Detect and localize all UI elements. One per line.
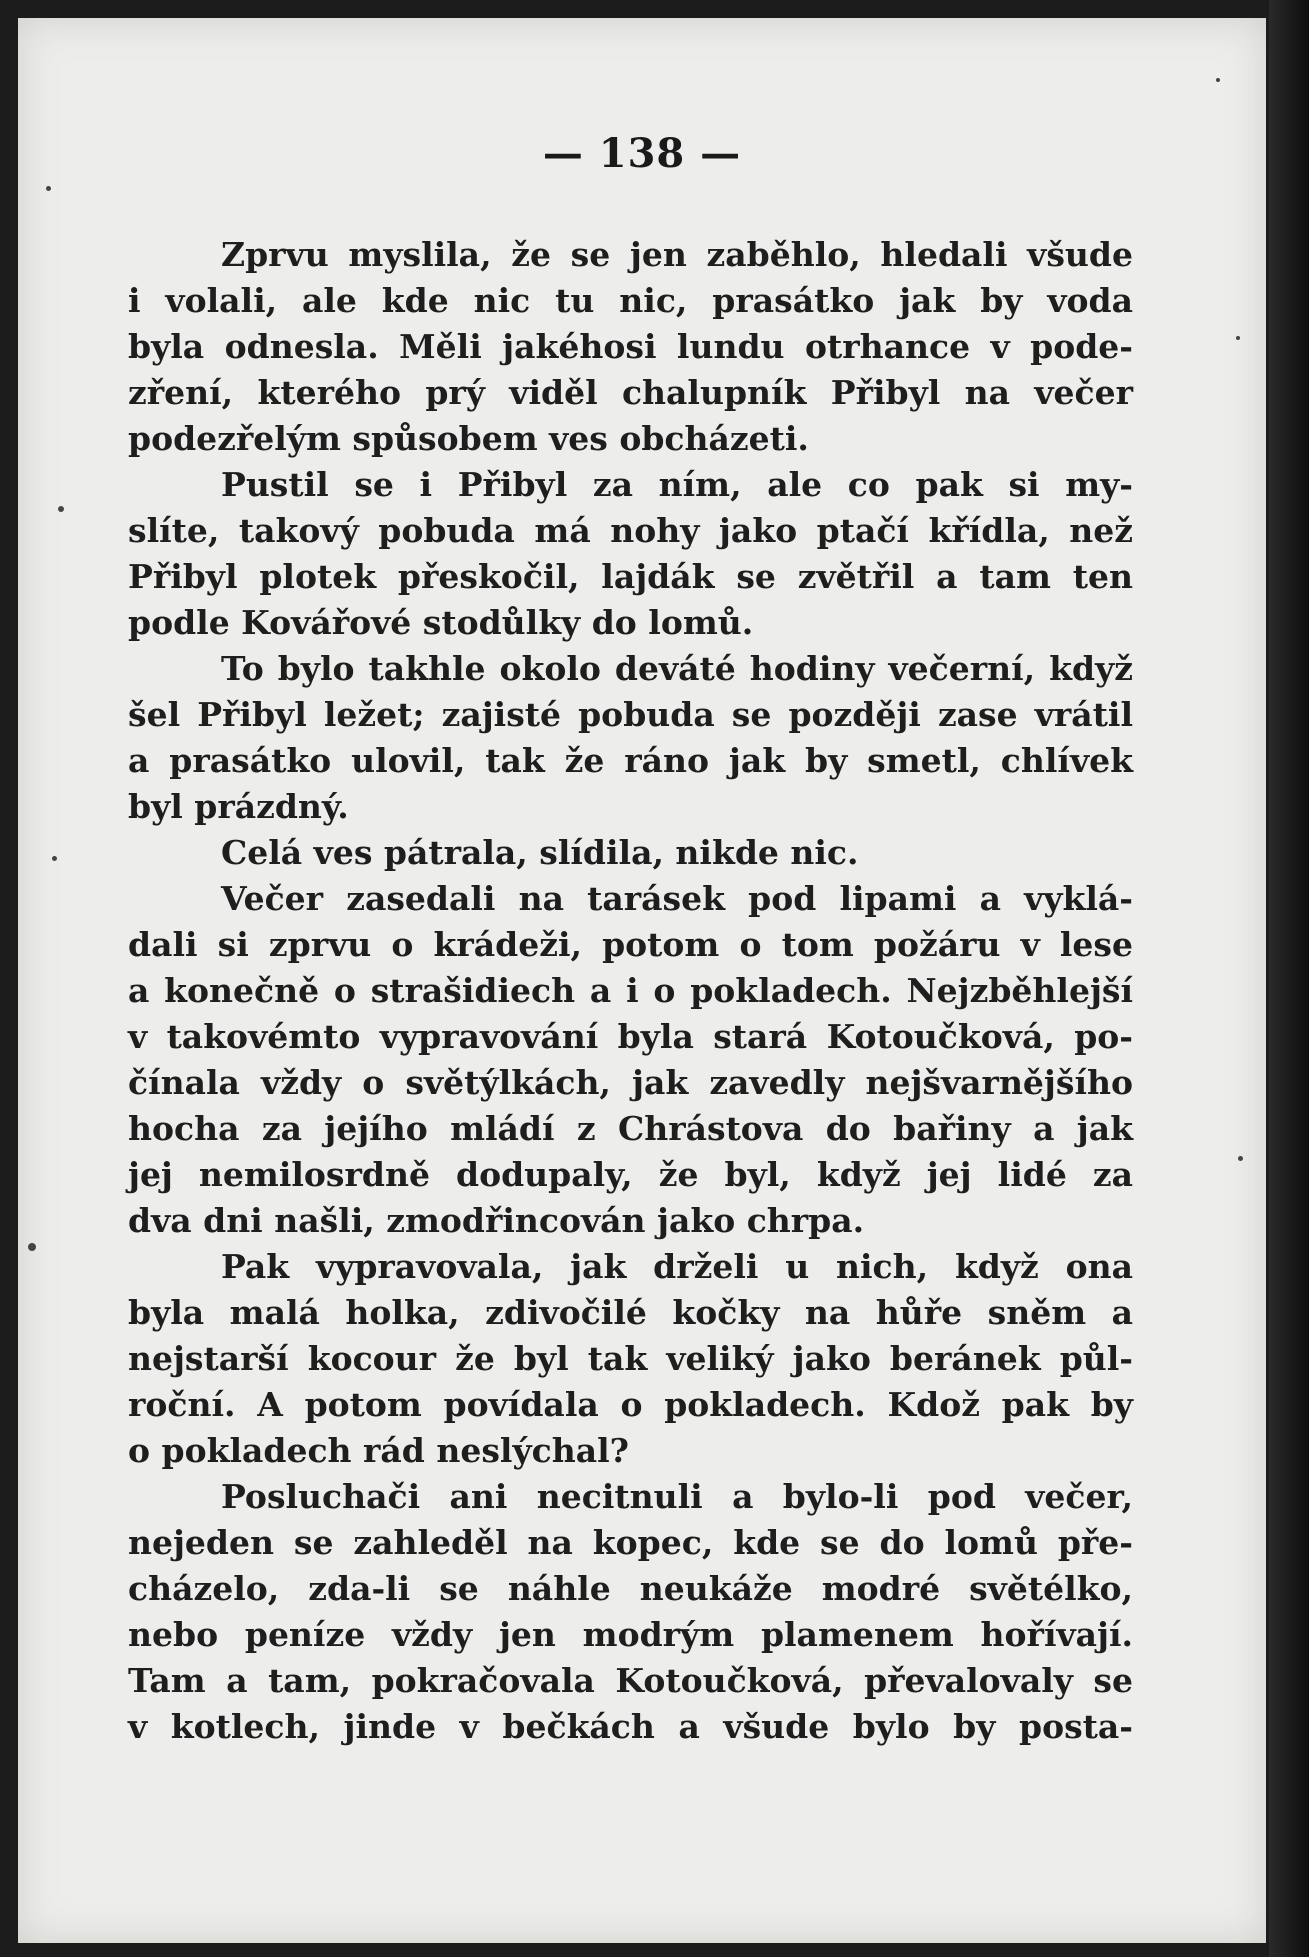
print-speck: [1238, 1156, 1243, 1161]
page-edge-shadow: [1269, 0, 1309, 1957]
text-line: podle Kovářové stodůlky do lomů.: [128, 603, 754, 642]
text-line: dva dni našli, zmodřincován jako chrpa.: [128, 1201, 865, 1240]
body-text: [128, 232, 1133, 1750]
text-line: i volali, ale kde nic tu nic, prasátko jak by voda: [128, 281, 1133, 320]
page-number: — 138 —: [542, 130, 742, 177]
text-line: Posluchači ani necitnuli a bylo-li pod večer,: [221, 1477, 1133, 1516]
text-line: Večer zasedali na tarásek pod lipami a vyklá-: [221, 879, 1133, 918]
text-line: dali si zprvu o krádeži, potom o tom požáru v lese: [128, 925, 1133, 964]
text-line: nejeden se zahleděl na kopec, kde se do lomů pře-: [128, 1523, 1133, 1562]
print-speck: [46, 186, 51, 191]
text-line: byla odnesla. Měli jakéhosi lundu otrhance v pode-: [128, 327, 1133, 366]
text-line: Tam a tam, pokračovala Kotoučková, převalovaly se: [128, 1661, 1133, 1700]
print-speck: [28, 1243, 36, 1251]
text-line: Celá ves pátrala, slídila, nikde nic.: [221, 833, 859, 872]
text-line: cházelo, zda-li se náhle neukáže modré světélko,: [128, 1569, 1133, 1608]
text-line: a konečně o strašidiech a i o pokladech. Nejzběhlejší: [128, 971, 1133, 1010]
text-line: nejstarší kocour že byl tak veliký jako beránek půl-: [128, 1339, 1133, 1378]
print-speck: [52, 856, 57, 861]
text-line: šel Přibyl ležet; zajisté pobuda se později zase vrátil: [128, 695, 1133, 734]
text-line: v takovémto vypravování byla stará Kotoučková, po-: [128, 1017, 1133, 1056]
text-line: byla malá holka, zdivočilé kočky na hůře sněm a: [128, 1293, 1133, 1332]
text-line: a prasátko ulovil, tak že ráno jak by smetl, chlívek: [128, 741, 1133, 780]
text-line: nebo peníze vždy jen modrým plamenem hořívají.: [128, 1615, 1133, 1654]
text-line: Zprvu myslila, že se jen zaběhlo, hledali všude: [221, 235, 1133, 274]
text-line: byl prázdný.: [128, 787, 349, 826]
text-line: o pokladech rád neslýchal?: [128, 1431, 629, 1470]
text-line: Přibyl plotek přeskočil, lajdák se zvětřil a tam ten: [128, 557, 1133, 596]
text-line: roční. A potom povídala o pokladech. Kdož pak by: [128, 1385, 1133, 1424]
text-line: zření, kterého prý viděl chalupník Přibyl na večer: [128, 373, 1133, 412]
text-line: Pustil se i Přibyl za ním, ale co pak si my-: [221, 465, 1133, 504]
text-line: v kotlech, jinde v bečkách a všude bylo by posta-: [128, 1707, 1133, 1746]
text-line: čínala vždy o světýlkách, jak zavedly nejšvarnějšího: [128, 1063, 1133, 1102]
text-line: jej nemilosrdně dodupaly, že byl, když jej lidé za: [128, 1155, 1133, 1194]
print-speck: [1236, 336, 1240, 340]
print-speck: [1216, 78, 1220, 82]
text-line: To bylo takhle okolo deváté hodiny večerní, když: [221, 649, 1133, 688]
text-line: Pak vypravovala, jak drželi u nich, když ona: [221, 1247, 1133, 1286]
book-page: [18, 18, 1266, 1943]
text-line: slíte, takový pobuda má nohy jako ptačí křídla, než: [128, 511, 1133, 550]
text-line: hocha za jejího mládí z Chrástova do bařiny a jak: [128, 1109, 1133, 1148]
print-speck: [58, 506, 64, 512]
text-line: podezřelým spůsobem ves obcházeti.: [128, 419, 809, 458]
